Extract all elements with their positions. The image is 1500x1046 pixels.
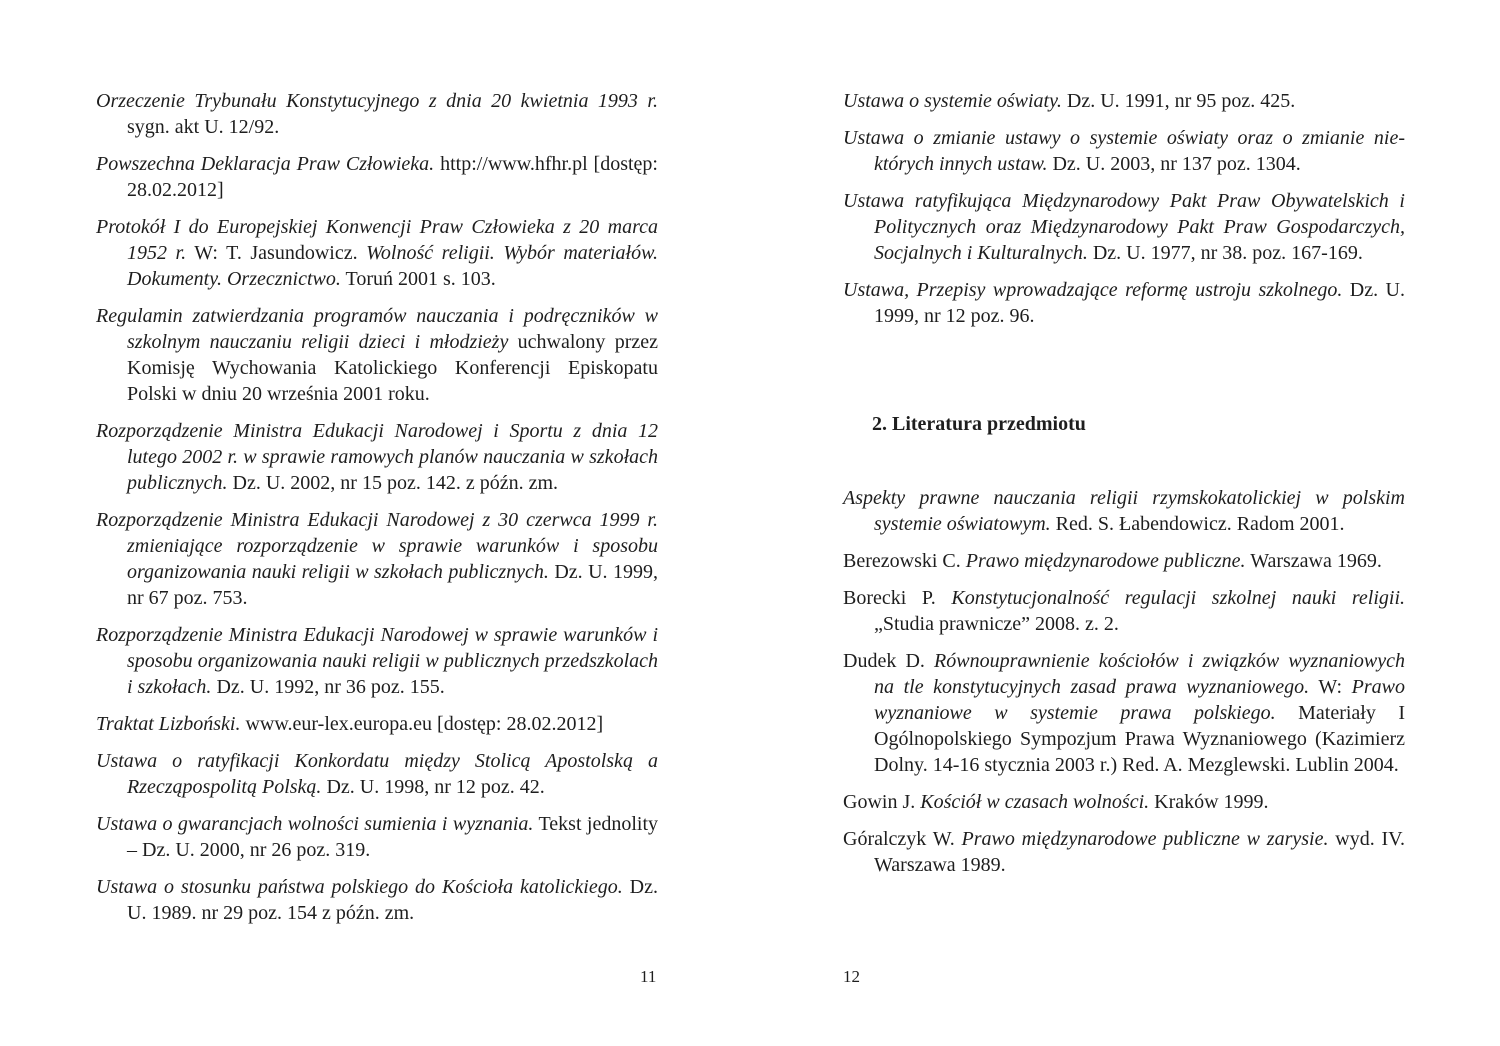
entry-title: Równouprawnienie kościołów i związków wyznaniowych na tle konstytucyjnych zasad prawa wyznaniowego. <box>874 650 1405 698</box>
entry-text: Tekst jednolity – Dz. U. 2000, nr 26 poz. 319. <box>127 813 659 861</box>
entry-title: Rozporządzenie Ministra Edukacji Narodowej i Sportu z dnia 12 lutego 2002 r. w sprawie ramowych planów nauczania w szkołach publicznych. <box>96 420 658 494</box>
entry-title: Wolność religii. Wybór materiałów. Dokumenty. Orzecznictwo. <box>127 242 658 290</box>
entry-text: Gowin J. <box>843 791 921 813</box>
entry-title: Powszechna Deklaracja Praw Człowieka. <box>96 153 435 175</box>
entry-text: Dz. U. 1991, nr 95 poz. 425. <box>1061 90 1296 112</box>
entry-title: Rozporządzenie Ministra Edukacji Narodowej w sprawie warunków i sposobu organizowania nauki religii w publicznych przedszkolach i szkołach. <box>96 624 658 698</box>
bibliography-entry <box>96 622 658 700</box>
bibliography-entry <box>96 811 658 863</box>
entry-text: Dz. U. 1989. nr 29 poz. 154 z późn. zm. <box>127 876 658 924</box>
bibliography-entry <box>96 214 658 292</box>
entry-title: Traktat Lizboński. <box>96 713 241 735</box>
entry-title: Ustawa o zmianie ustawy o systemie oświaty oraz o zmianie niektórych innych ustaw. <box>843 127 1405 175</box>
entry-text: Materiały I Ogólnopolskiego Sympozjum Prawa Wyznaniowego (Kazimierz Dolny. 14-16 stycznia 2003 r.) Red. A. Mezglewski. Lublin 2004. <box>874 702 1405 776</box>
entry-text: Dz. U. 1999, nr 67 poz. 753. <box>127 561 658 609</box>
entry-text: Berezowski C. <box>843 550 966 572</box>
bibliography-entry <box>96 874 658 926</box>
entry-text: Dz. U. 1998, nr 12 poz. 42. <box>321 776 545 798</box>
entry-text: wyd. IV. Warszawa 1989. <box>874 828 1405 876</box>
entry-title: Ustawa o systemie oświaty. <box>843 90 1062 112</box>
entry-text: Dz. U. 1999, nr 12 poz. 96. <box>874 279 1406 327</box>
entry-text: W: T. Jasundowicz. <box>186 242 367 264</box>
left-entries <box>96 88 658 937</box>
entry-text: Red. S. Łabendowicz. Radom 2001. <box>1050 513 1345 535</box>
entry-text: Dz. U. 2003, nr 137 poz. 1304. <box>1047 153 1301 175</box>
bibliography-entry <box>843 277 1405 329</box>
entry-title: Prawo wyznaniowe w systemie prawa polskiego. <box>874 676 1405 724</box>
right-page <box>750 0 1500 1046</box>
entry-text: Toruń 2001 s. 103. <box>340 268 496 290</box>
entry-title: Aspekty prawne nauczania religii rzymskokatolickiej w polskim systemie oświatowym. <box>843 487 1405 535</box>
bibliography-entry <box>843 188 1405 266</box>
entry-title: Prawo międzynarodowe publiczne. <box>965 550 1246 572</box>
bibliography-entry <box>843 88 1405 114</box>
entry-title: Ustawa, Przepisy wprowadzające reformę ustroju szkolnego. <box>843 279 1343 301</box>
bibliography-entry <box>96 418 658 496</box>
entry-title: Rozporządzenie Ministra Edukacji Narodowej z 30 czerwca 1999 r. zmieniające rozporządzenie w sprawie warunków i sposobu organizowania nauki religii w szkołach publicznych. <box>96 509 658 583</box>
bibliography-entry <box>96 151 658 203</box>
entry-title: Protokół I do Europejskiej Konwencji Praw Człowieka z 20 marca 1952 r. <box>96 216 658 264</box>
entry-title: Ustawa ratyfikująca Międzynarodowy Pakt Praw Obywatelskich i Politycznych oraz Międzynarodowy Pakt Praw Gospodarczych, Socjalnych i Kulturalnych. <box>843 190 1405 264</box>
bibliography-entry <box>843 485 1405 537</box>
entry-title: Konstytucjonalność regulacji szkolnej nauki religii. <box>951 587 1406 609</box>
bibliography-entry <box>843 826 1405 878</box>
entry-text: Warszawa 1969. <box>1245 550 1382 572</box>
entry-title: Kościół w czasach wolności. <box>920 791 1150 813</box>
entry-title: Ustawa o stosunku państwa polskiego do Kościoła katolickiego. <box>96 876 623 898</box>
entry-title: Regulamin zatwierdzania programów nauczania i podręczników w szkolnym nauczaniu religii dzieci i młodzieży <box>96 305 658 353</box>
entry-title: Ustawa o ratyfikacji Konkordatu między Stolicą Apostolską a Rzecząpospolitą Polską. <box>96 750 658 798</box>
right-page-number: 12 <box>843 967 860 986</box>
bibliography-entry <box>96 88 658 140</box>
bibliography-entry <box>96 748 658 800</box>
entry-text: Dz. U. 2002, nr 15 poz. 142. z późn. zm. <box>227 472 559 494</box>
entry-title: Orzeczenie Trybunału Konstytucyjnego z dnia 20 kwietnia 1993 r. <box>96 90 658 112</box>
entry-text: uchwalony przez Komisję Wychowania Katolickiego Konferencji Episkopatu Polski w dniu 20 września 2001 roku. <box>127 331 658 405</box>
section-title: 2. Literatura przedmiotu <box>872 413 1086 435</box>
bibliography-entry <box>96 711 658 737</box>
literature-entries <box>843 485 1405 889</box>
bibliography-entry <box>843 125 1405 177</box>
right-entries <box>843 88 1405 340</box>
left-page-number: 11 <box>640 967 657 986</box>
entry-text: http://www.hfhr.pl [dostęp: 28.02.2012] <box>127 153 658 201</box>
bibliography-entry <box>96 303 658 407</box>
bibliography-entry <box>843 548 1405 574</box>
entry-text: www.eur-lex.europa.eu [dostęp: 28.02.2012] <box>240 713 604 735</box>
bibliography-entry <box>843 789 1405 815</box>
entry-title: Ustawa o gwarancjach wolności sumienia i wyznania. <box>96 813 534 835</box>
entry-text: Dudek D. <box>843 650 935 672</box>
bibliography-entry <box>96 507 658 611</box>
bibliography-entry <box>843 648 1405 778</box>
bibliography-entry <box>843 585 1405 637</box>
entry-text: W: <box>1309 676 1352 698</box>
entry-text: Góralczyk W. <box>843 828 962 850</box>
entry-text: Dz. U. 1992, nr 36 poz. 155. <box>211 676 445 698</box>
entry-title: Prawo międzynarodowe publiczne w zarysie. <box>961 828 1329 850</box>
entry-text: „Studia prawnicze” 2008. z. 2. <box>874 613 1119 635</box>
entry-text: Dz. U. 1977, nr 38. poz. 167-169. <box>1087 242 1363 264</box>
entry-text: sygn. akt U. 12/92. <box>127 116 280 138</box>
entry-text: Kraków 1999. <box>1149 791 1269 813</box>
entry-text: Borecki P. <box>843 587 952 609</box>
